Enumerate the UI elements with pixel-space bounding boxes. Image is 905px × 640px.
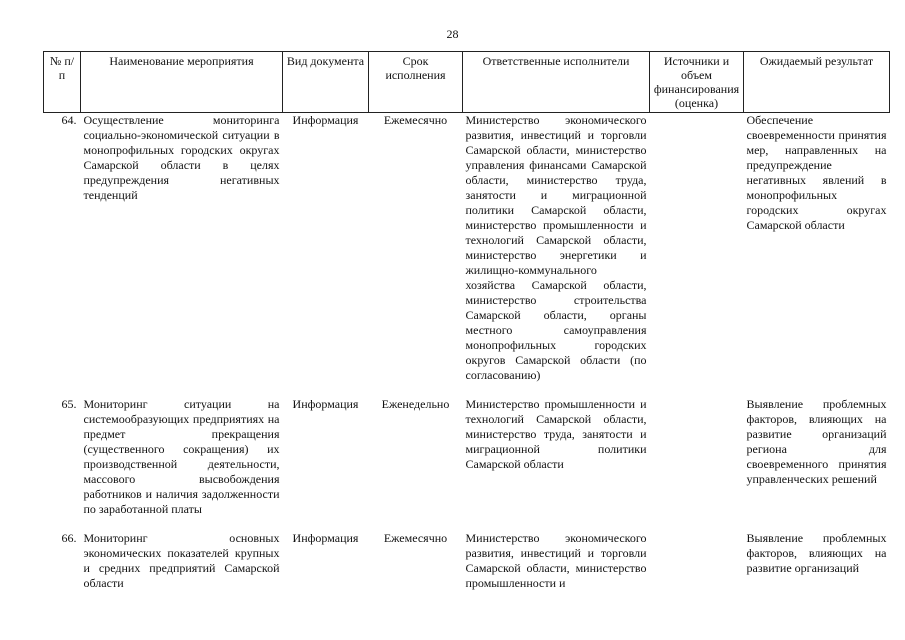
row-term: Ежемесячно <box>383 113 448 127</box>
row-name: Мониторинг основных экономических показателей крупных и средних предприятий Самарской области <box>83 531 280 590</box>
table-row <box>44 397 890 531</box>
header-term: Срок исполнения <box>369 52 463 113</box>
row-doc: Информация <box>292 397 359 411</box>
header-result: Ожидаемый результат <box>744 52 890 113</box>
row-src <box>650 397 744 531</box>
row-name: Мониторинг ситуации на системообразующих предприятиях на предмет прекращения (существенного сокращения) их производственной деятельности, массового высвобождения работников и наличия задолженности по заработанной платы <box>83 397 280 516</box>
row-src <box>650 113 744 398</box>
row-term: Еженедельно <box>381 397 450 411</box>
row-doc: Информация <box>292 531 359 545</box>
activity-plan-table <box>43 51 890 605</box>
row-num: 66. <box>61 531 77 545</box>
row-resp: Министерство экономического развития, инвестиций и торговли Самарской области, министерство промышленности и <box>465 531 647 590</box>
header-name: Наименование мероприятия <box>81 52 283 113</box>
row-num: 65. <box>61 397 77 411</box>
row-name: Осуществление мониторинга социально-экономической ситуации в монопрофильных городских округах Самарской области в целях предупреждения негативных тенденций <box>83 113 280 202</box>
table-header-row <box>44 52 890 113</box>
row-resp: Министерство промышленности и технологий Самарской области, министерство труда, занятости и миграционной политики Самарской области <box>465 397 647 471</box>
header-doc: Вид документа <box>283 52 369 113</box>
row-resp: Министерство экономического развития, инвестиций и торговли Самарской области, министерство управления финансами Самарской области, министерство труда, занятости и миграционной политики Самарской области, министерство промышленности и технологий Самарской области, министерство энергетики и жилищно-коммунального хозяйства Самарской области, министерство строительства Самарской области, органы местного самоуправления монопрофильных городских округов Самарской области (по согласованию) <box>465 113 647 382</box>
row-term: Ежемесячно <box>383 531 448 545</box>
header-src: Источники и объем финансирования (оценка) <box>650 52 744 113</box>
row-result: Обеспечение своевременности принятия мер, направленных на предупреждение негативных явлений в монопрофильных городских округах Самарской области <box>746 113 887 232</box>
row-result: Выявление проблемных факторов, влияющих на развитие организаций региона для своевременного принятия управленческих решений <box>746 397 887 486</box>
header-resp: Ответственные исполнители <box>463 52 650 113</box>
header-num: № п/п <box>44 52 81 113</box>
table-row <box>44 113 890 398</box>
row-result: Выявление проблемных факторов, влияющих на развитие организаций <box>746 531 887 575</box>
row-src <box>650 531 744 605</box>
row-doc: Информация <box>292 113 359 127</box>
page-number: 28 <box>446 27 459 41</box>
table-row <box>44 531 890 605</box>
row-num: 64. <box>61 113 77 127</box>
